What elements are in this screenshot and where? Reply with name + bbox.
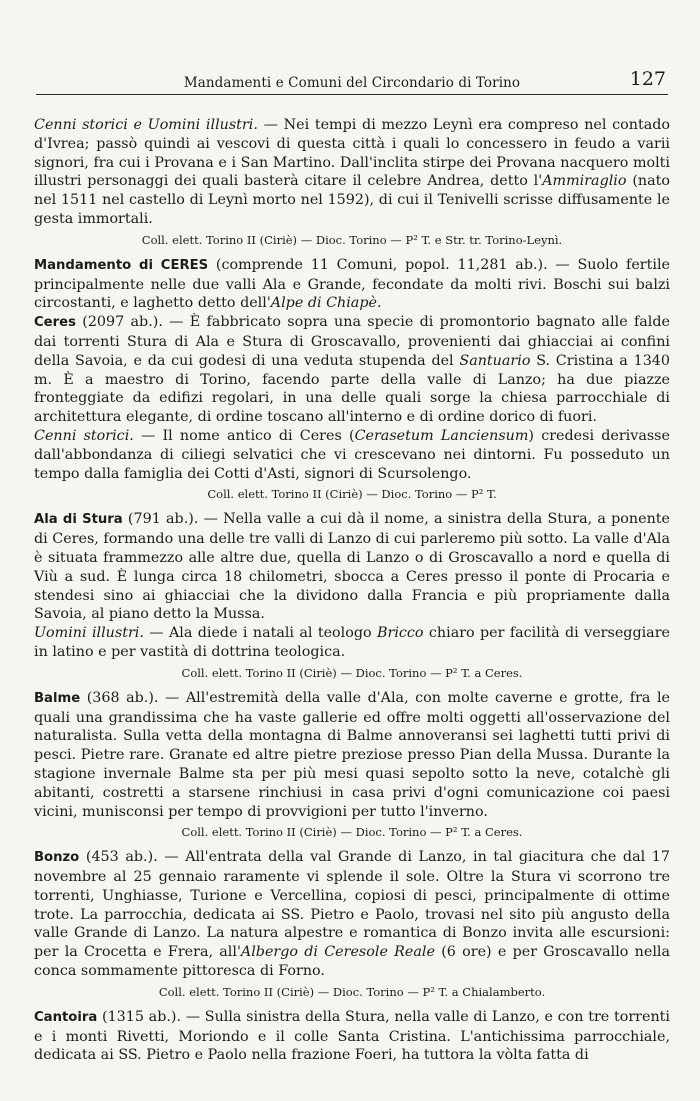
entry-heading: Bonzo bbox=[34, 850, 80, 866]
ala-notables-paragraph: Uomini illustri. — Ala diede i natali al teologo Bricco chiaro per facilità di verseggiare in latino e per vastità di dottrina teologica. bbox=[34, 625, 670, 660]
entry-heading: Ceres bbox=[34, 315, 76, 331]
entry-heading: Cantoira bbox=[34, 1009, 98, 1025]
section-label: Cenni storici e Uomini illustri. bbox=[34, 117, 258, 133]
entry-heading: Ala di Stura bbox=[34, 512, 123, 528]
bonzo-paragraph: Bonzo (453 ab.). — All'entrata della val Grande di Lanzo, in tal giacitura che dal 17 novembre al 25 gennaio raramente vi splende il sole. Oltre la Stura vi scorrono tre torrenti, Unghiasse, Turione e Vercellina, copiosi di pesci, principalmente di ottime trote. La parrocchia, dedicata ai SS. Pietro e Paolo, trovasi nel sito più angusto della valle Grande di Lanzo. La natura alpestre e romantica di Bonzo invita alle escursioni: per la Crocetta e Frera, all'Albergo di Ceresole Reale (6 ore) e per Groscavallo nella conca sommamente pittoresca di Forno. bbox=[34, 849, 670, 980]
electoral-note: Coll. elett. Torino II (Ciriè) — Dioc. Torino — P² T. a Ceres. bbox=[181, 665, 523, 680]
section-label: Cenni storici. bbox=[34, 427, 134, 444]
mandamento-paragraph: Mandamento di CERES (comprende 11 Comuni, popol. 11,281 ab.). — Suolo fertile principalmente nelle due valli Ala e Grande, fecondate da molti rivi. Boschi sui balzi circostanti, e laghetto detto dell'Alpe di Chiapè. bbox=[34, 256, 670, 312]
balme-paragraph: Balme (368 ab.). — All'estremità della valle d'Ala, con molte caverne e grotte, fra le quali una grandissima che ha vaste gallerie ed offre molti oggetti all'osservazione del naturalista. Sulla vetta della montagna di Balme annoveransi sei laghetti tutti privi di pesci. Pietre rare. Granate ed altre pietre preziose presso Pian della Mussa. Durante la stagione invernale Balme sta per più mesi quasi sepolto sotto la neve, cotalchè gli abitanti, costretti a starsene rinchiusi in casa privi d'ogni comunicazione coi paesi vicini, munisconsi per tempo di provvigioni per tutto l'inverno. bbox=[34, 689, 670, 820]
electoral-note: Coll. elett. Torino II (Ciriè) — Dioc. Torino — P² T. a Chialamberto. bbox=[158, 984, 546, 999]
ceres-history-paragraph: Cenni storici. — Il nome antico di Ceres (Cerasetum Lanciensum) credesi derivasse dall'abbondanza di ciliegi selvatici che vi crescevano nei dintorni. Fu posseduto un tempo dalla famiglia dei Cotti d'Asti, signori di Scursolengo. bbox=[34, 427, 670, 482]
electoral-note: Coll. elett. Torino II (Ciriè) — Dioc. Torino — P² T. a Ceres. bbox=[181, 825, 523, 840]
page-body bbox=[34, 116, 670, 1065]
running-header bbox=[36, 62, 668, 95]
cantoira-paragraph: Cantoira (1315 ab.). — Sulla sinistra della Stura, nella valle di Lanzo, e con tre torrenti e i monti Rivetti, Moriondo e il colle Santa Cristina. L'antichissima parrocchiale, dedicata ai SS. Pietro e Paolo nella frazione Foeri, ha tuttora la vòlta fatta di bbox=[34, 1008, 670, 1064]
entry-heading: Mandamento di CERES bbox=[34, 257, 209, 273]
ceres-paragraph: Ceres (2097 ab.). — È fabbricato sopra una specie di promontorio bagnato alle falde dai torrenti Stura di Ala e Stura di Groscavallo, provenienti dai ghiacciai ai confini della Savoia, e da cui godesi di una veduta stupenda del Santuario S. Cristina a 1340 m. È a maestro di Torino, facendo parte della valle di Lanzo; ha due piazze fronteggiate da edifizi regolari, in una delle quali sorge la chiesa parrocchiale di architettura elegante, di ordine toscano all'interno e di ordine dorico di fuori. bbox=[34, 314, 670, 426]
leyni-history-paragraph: Cenni storici e Uomini illustri. — Nei tempi di mezzo Leynì era compreso nel contado d'Ivrea; passò quindi ai vescovi di questa città i quali lo concessero in feudo a varii signori, fra cui i Provana e i San Martino. Dall'inclita stirpe dei Provana nacquero molti illustri personaggi dei quali basterà citare il celebre Andrea, detto l'Ammiraglio (nato nel 1511 nel castello di Leynì morto nel 1592), di cui il Tenivelli scrisse diffusamente le gesta immortali. bbox=[34, 117, 670, 227]
ala-paragraph: Ala di Stura (791 ab.). — Nella valle a cui dà il nome, a sinistra della Stura, a ponente di Ceres, formando una delle tre valli di Lanzo di cui parleremo più sotto. La valle d'Ala è situata frammezzo alle altre due, quella di Lanzo o di Groscavallo a nord e quella di Viù a sud. È lunga circa 18 chilometri, sbocca a Ceres presso il ponte di Procaria e stendesi sino ai ghiacciai che la dividono dalla Francia e più propriamente dalla Savoia, al piano detto la Mussa. bbox=[34, 511, 670, 623]
electoral-note: Coll. elett. Torino II (Ciriè) — Dioc. Torino — P² T. e Str. tr. Torino-Leynì. bbox=[141, 232, 563, 247]
entry-heading: Balme bbox=[34, 690, 81, 706]
section-label: Uomini illustri. bbox=[34, 625, 144, 642]
page-number: 127 bbox=[629, 68, 666, 90]
electoral-note: Coll. elett. Torino II (Ciriè) — Dioc. Torino — P² T. bbox=[207, 487, 497, 502]
header-title: Mandamenti e Comuni del Circondario di Torino bbox=[183, 75, 521, 91]
